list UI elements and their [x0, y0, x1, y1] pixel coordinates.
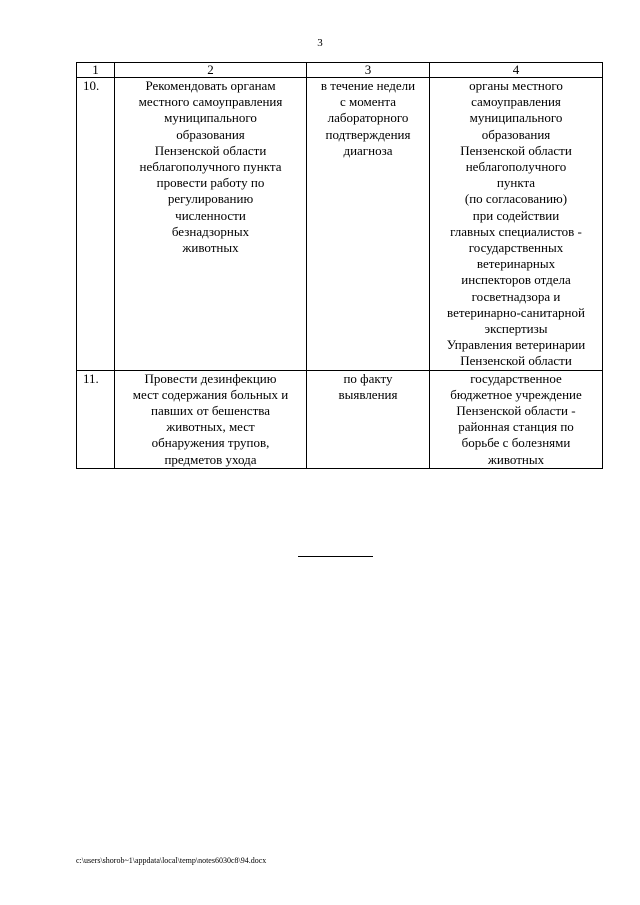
row-number: 11.: [77, 370, 115, 468]
row-responsible: органы местного самоуправления муниципального образования Пензенской области неблагополучного пункта (по согласованию) при содействии главных специалистов - государственных ветеринарных инспекторов отдела госветнадзора и ветеринарно-санитарной экспертизы Управления ветеринарии Пензенской области: [430, 78, 603, 371]
table-row: [77, 78, 603, 371]
row-responsible: государственное бюджетное учреждение Пензенской области - районная станция по борьбе с болезнями животных: [430, 370, 603, 468]
row-number: 10.: [77, 78, 115, 371]
row-term: по факту выявления: [307, 370, 430, 468]
page-number: 3: [317, 37, 323, 49]
table-row: [77, 370, 603, 468]
column-header-1: 1: [77, 63, 115, 78]
column-header-3: 3: [307, 63, 430, 78]
row-action: Рекомендовать органам местного самоуправления муниципального образования Пензенской области неблагополучного пункта провести работу по регулированию численности безнадзорных животных: [115, 78, 307, 371]
column-header-4: 4: [430, 63, 603, 78]
separator-line: [298, 556, 373, 557]
measures-table: [76, 62, 603, 469]
row-action: Провести дезинфекцию мест содержания больных и павших от бешенства животных, мест обнаружения трупов, предметов ухода: [115, 370, 307, 468]
table-header-row: [77, 63, 603, 78]
column-header-2: 2: [115, 63, 307, 78]
footer-file-path: c:\users\shorob~1\appdata\local\temp\notes6030c8\94.docx: [76, 856, 267, 865]
row-term: в течение недели с момента лабораторного подтверждения диагноза: [307, 78, 430, 371]
